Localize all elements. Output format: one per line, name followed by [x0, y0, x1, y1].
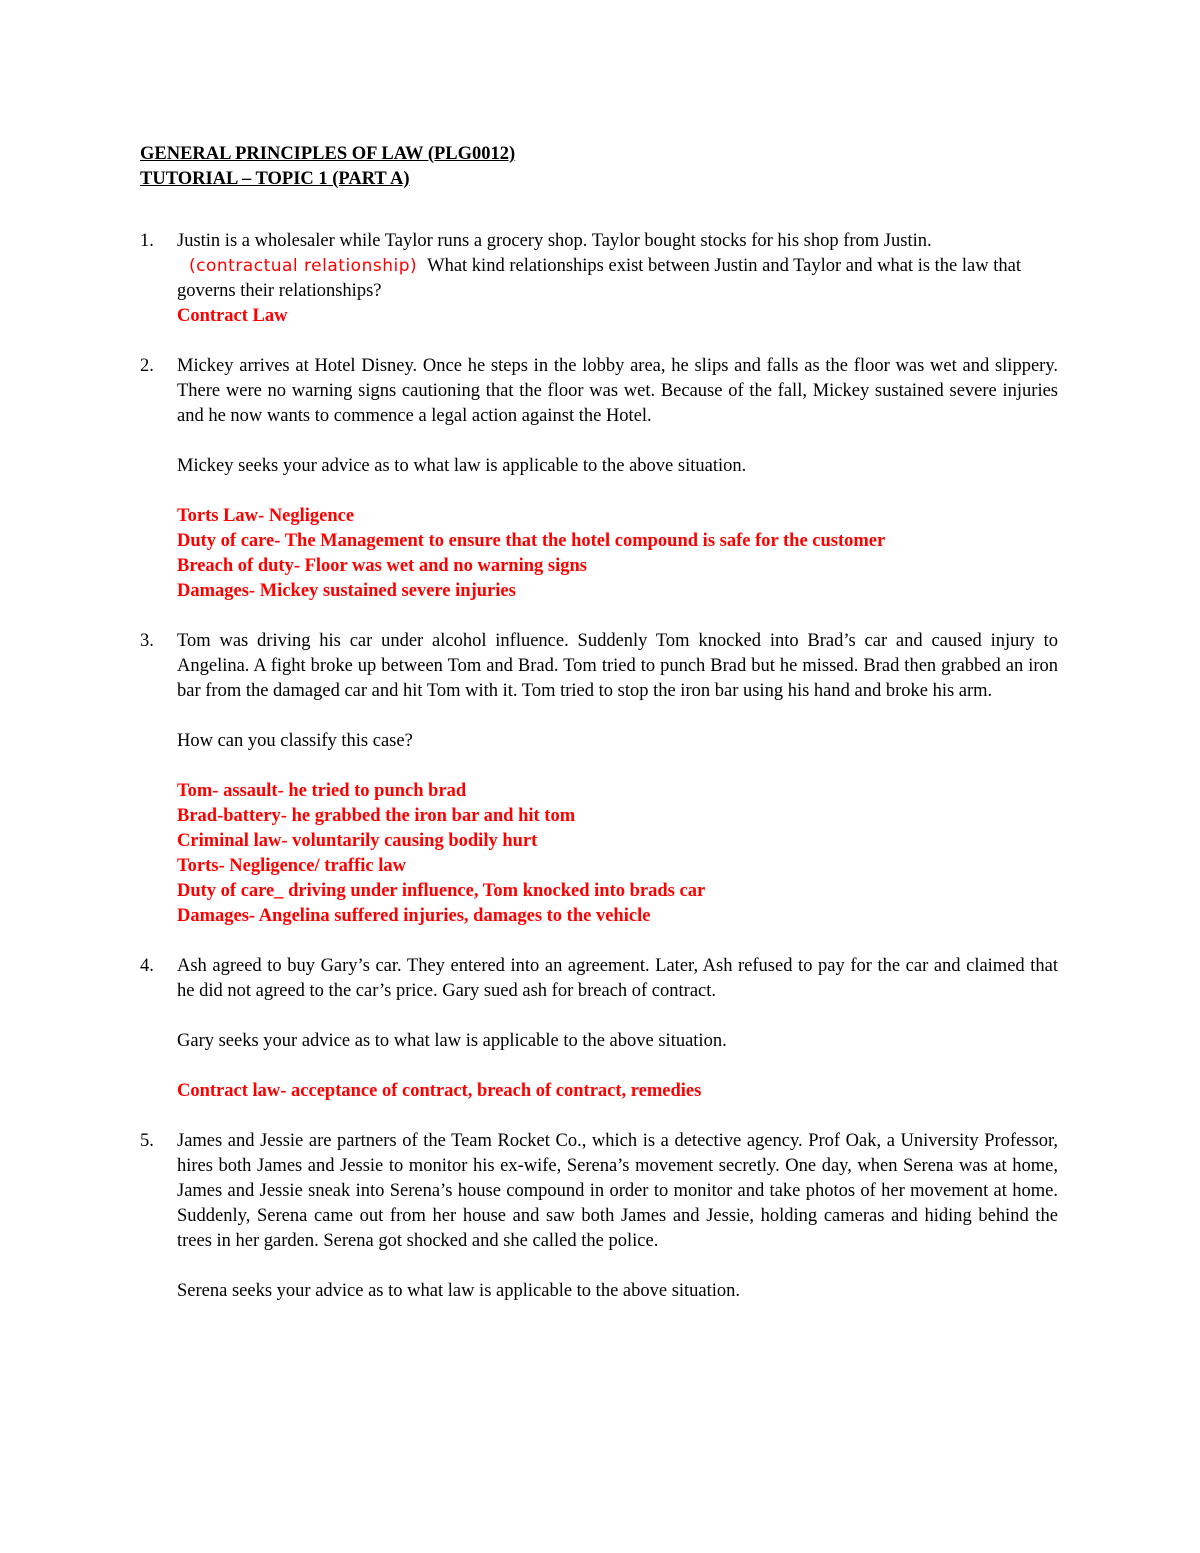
answer-line: Duty of care- The Management to ensure that the hotel compound is safe for the customer [177, 531, 886, 551]
question-1 [140, 229, 1058, 329]
answer-line: Breach of duty- Floor was wet and no warning signs [177, 556, 587, 576]
answer-line: Duty of care_ driving under influence, Tom knocked into brads car [177, 881, 706, 901]
question-text: Ash agreed to buy Gary’s car. They entered into an agreement. Later, Ash refused to pay for the car and claimed that he did not agreed to the car’s price. Gary sued ash for breach of contract. [177, 956, 1058, 1001]
answer-line: Brad-battery- he grabbed the iron bar and hit tom [177, 806, 576, 826]
answer-line: Tom- assault- he tried to punch brad [177, 781, 467, 801]
question-text: Tom was driving his car under alcohol influence. Suddenly Tom knocked into Brad’s car and caused injury to Angelina. A fight broke up between Tom and Brad. Tom tried to punch Brad but he missed. Brad then grabbed an iron bar from the damaged car and hit Tom with it. Tom tried to stop the iron bar using his hand and broke his arm. [177, 631, 1058, 701]
answer-line: Contract Law [177, 306, 288, 326]
question-line: Justin is a wholesaler while Taylor runs a grocery shop. Taylor bought stocks for his shop from Justin. [177, 231, 932, 251]
question-5 [140, 1129, 1058, 1304]
answer-line: Torts Law- Negligence [177, 506, 355, 526]
question-3 [140, 629, 1058, 929]
question-line: What kind relationships exist between Justin and Taylor and what is the law that governs their relationships? [177, 256, 1021, 301]
answer-line: Torts- Negligence/ traffic law [177, 856, 406, 876]
question-2 [140, 354, 1058, 604]
question-4 [140, 954, 1058, 1104]
answer-line: Contract law- acceptance of contract, breach of contract, remedies [177, 1081, 702, 1101]
document-body [140, 142, 1058, 1329]
document-header [140, 142, 1058, 192]
question-prompt: Mickey seeks your advice as to what law is applicable to the above situation. [177, 456, 747, 476]
question-text: Mickey arrives at Hotel Disney. Once he steps in the lobby area, he slips and falls as the floor was wet and slippery. There were no warning signs cautioning that the floor was wet. Because of the fall, Mickey sustained severe injuries and he now wants to commence a legal action against the Hotel. [177, 356, 1058, 426]
answer-line: Criminal law- voluntarily causing bodily hurt [177, 831, 538, 851]
question-text [177, 229, 1058, 304]
question-number: 3. [140, 631, 154, 651]
question-number: 4. [140, 956, 154, 976]
question-prompt: Gary seeks your advice as to what law is applicable to the above situation. [177, 1031, 727, 1051]
question-number: 5. [140, 1131, 154, 1151]
question-number: 1. [140, 231, 154, 251]
document-title: GENERAL PRINCIPLES OF LAW (PLG0012) [140, 144, 516, 164]
document-subtitle: TUTORIAL – TOPIC 1 (PART A) [140, 169, 410, 189]
question-prompt: How can you classify this case? [177, 731, 413, 751]
question-number: 2. [140, 356, 154, 376]
annotation-note: (contractual relationship) [189, 256, 418, 276]
question-list [140, 229, 1058, 1304]
question-prompt: Serena seeks your advice as to what law is applicable to the above situation. [177, 1281, 741, 1301]
question-text: James and Jessie are partners of the Team Rocket Co., which is a detective agency. Prof Oak, a University Professor, hires both James and Jessie to monitor his ex-wife, Serena’s movement secretly. One day, when Serena was at home, James and Jessie sneak into Serena’s house compound in order to monitor and take photos of her movement at home. Suddenly, Serena came out from her house and saw both James and Jessie, holding cameras and hiding behind the trees in her garden. Serena got shocked and she called the police. [177, 1131, 1058, 1251]
answer-line: Damages- Mickey sustained severe injuries [177, 581, 516, 601]
answer-line: Damages- Angelina suffered injuries, damages to the vehicle [177, 906, 651, 926]
